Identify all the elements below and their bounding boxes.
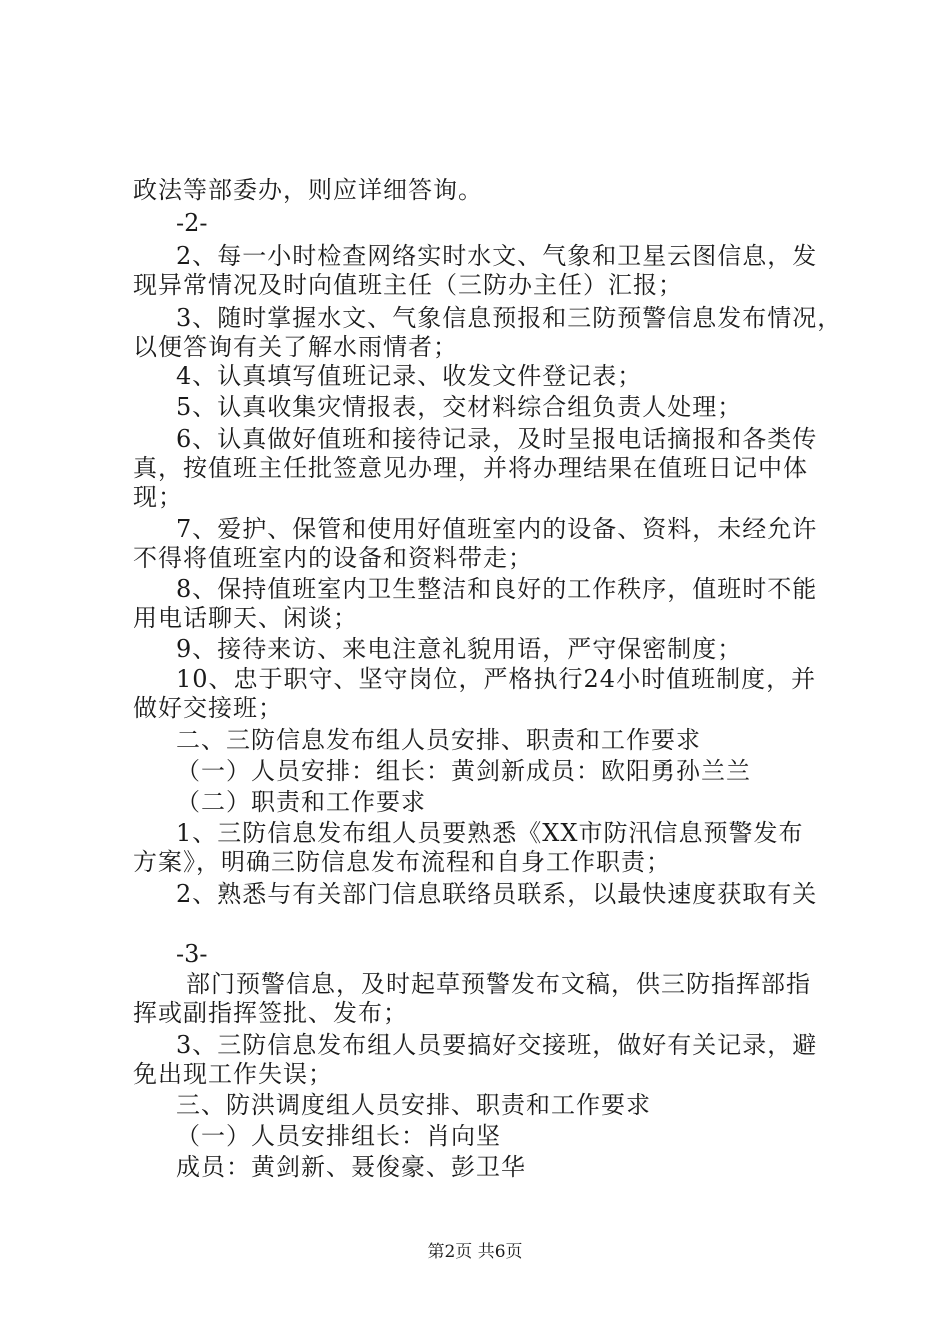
text-line: 4、认真填写值班记录、收发文件登记表； <box>176 362 643 390</box>
text-line: 挥或副指挥签批、发布； <box>133 999 408 1027</box>
text-line: 免出现工作失误； <box>133 1060 333 1088</box>
text-line: 不得将值班室内的设备和资料带走； <box>133 544 533 572</box>
text-line: （一）人员安排组长：肖向坚 <box>176 1122 501 1150</box>
text-line: 现； <box>133 483 183 511</box>
page-footer: 第2页 共6页 <box>427 1242 523 1262</box>
text-line: 方案》，明确三防信息发布流程和自身工作职责； <box>133 848 671 876</box>
text-line: 3、随时掌握水文、气象信息预报和三防预警信息发布情况， <box>176 304 843 332</box>
text-line: 部门预警信息，及时起草预警发布文稿，供三防指挥部指 <box>186 970 811 998</box>
text-line: （一）人员安排：组长：黄剑新成员：欧阳勇孙兰兰 <box>176 757 751 785</box>
text-line: 8、保持值班室内卫生整洁和良好的工作秩序，值班时不能 <box>176 575 818 603</box>
page-marker: -3- <box>176 940 208 968</box>
text-line: 以便答询有关了解水雨情者； <box>133 333 458 361</box>
text-line: 政法等部委办，则应详细答询。 <box>133 176 483 204</box>
text-line: 做好交接班； <box>133 694 283 722</box>
subsection-heading: （二）职责和工作要求 <box>176 788 426 816</box>
text-line: 2、每一小时检查网络实时水文、气象和卫星云图信息，发 <box>176 242 818 270</box>
text-line: 5、认真收集灾情报表，交材料综合组负责人处理； <box>176 393 743 421</box>
text-line: 2、熟悉与有关部门信息联络员联系，以最快速度获取有关 <box>176 880 818 908</box>
text-line: 真，按值班主任批签意见办理，并将办理结果在值班日记中体 <box>133 454 808 482</box>
section-heading: 三、防洪调度组人员安排、职责和工作要求 <box>176 1091 651 1119</box>
text-line: 3、三防信息发布组人员要搞好交接班，做好有关记录，避 <box>176 1031 818 1059</box>
text-line: 9、接待来访、来电注意礼貌用语，严守保密制度； <box>176 635 743 663</box>
text-line: 10、忠于职守、坚守岗位，严格执行24小时值班制度，并 <box>176 665 817 693</box>
page-marker: -2- <box>176 209 208 237</box>
text-line: 1、三防信息发布组人员要熟悉《XX市防汛信息预警发布 <box>176 819 804 847</box>
text-line: 成员：黄剑新、聂俊豪、彭卫华 <box>176 1153 526 1181</box>
text-line: 现异常情况及时向值班主任（三防办主任）汇报； <box>133 271 683 299</box>
text-line: 6、认真做好值班和接待记录，及时呈报电话摘报和各类传 <box>176 425 818 453</box>
section-heading: 二、三防信息发布组人员安排、职责和工作要求 <box>176 726 701 754</box>
text-line: 用电话聊天、闲谈； <box>133 604 358 632</box>
text-line: 7、爱护、保管和使用好值班室内的设备、资料，未经允许 <box>176 515 818 543</box>
